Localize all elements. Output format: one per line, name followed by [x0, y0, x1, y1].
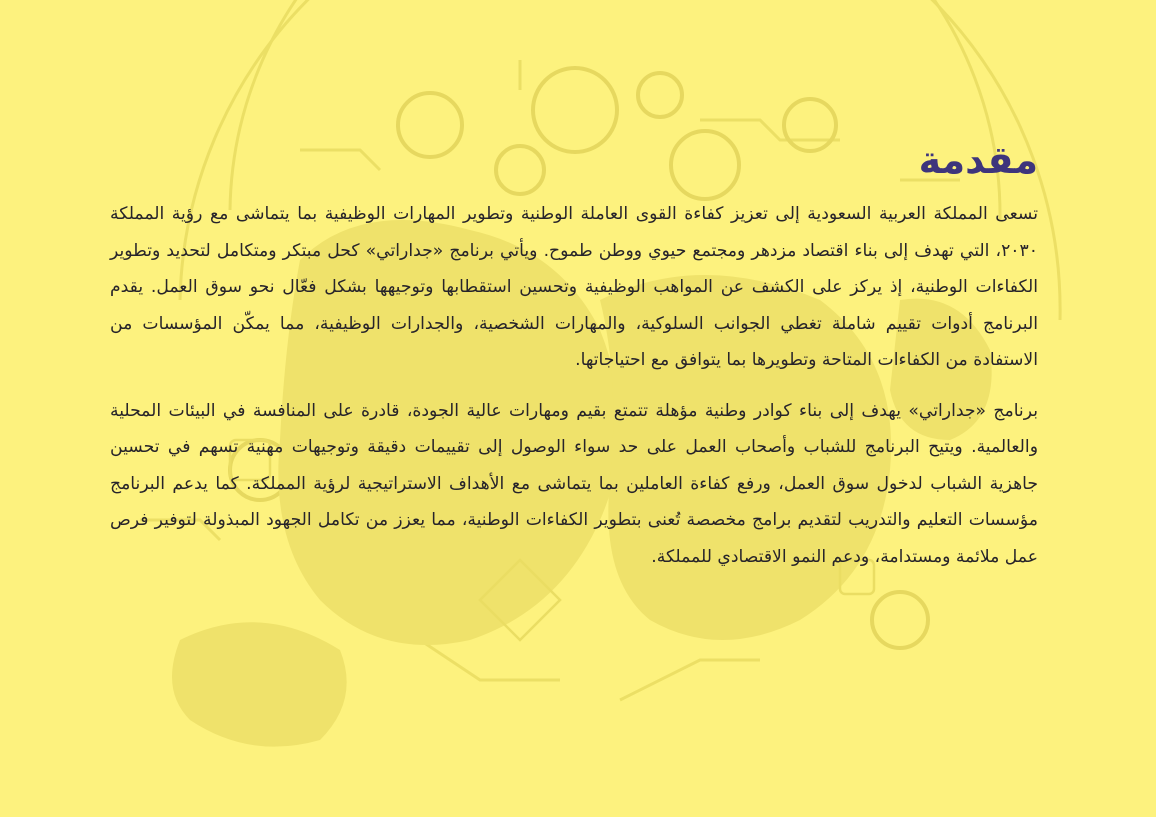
intro-section [110, 130, 1038, 575]
paragraph-2: برنامج «جداراتي» يهدف إلى بناء كوادر وطنية مؤهلة تتمتع بقيم ومهارات عالية الجودة، قادرة على المنافسة في البيئات المحلية والعالمية. ويتيح البرنامج للشباب وأصحاب العمل على حد سواء الوصول إلى تقييمات دقيقة وتوجيهات مهنية تسهم في تحسين جاهزية الشباب لدخول سوق العمل، ورفع كفاءة العاملين بما يتماشى مع الأهداف الاستراتيجية لرؤية المملكة. كما يدعم البرنامج مؤسسات التعليم والتدريب لتقديم برامج مخصصة تُعنى بتطوير الكفاءات الوطنية، مما يعزز من تكامل الجهود المبذولة لتوفير فرص عمل ملائمة ومستدامة، ودعم النمو الاقتصادي للمملكة. [110, 400, 1038, 567]
paragraph-1: تسعى المملكة العربية السعودية إلى تعزيز كفاءة القوى العاملة الوطنية وتطوير المهارات الوظيفية بما يتماشى مع رؤية المملكة ٢٠٣٠، التي تهدف إلى بناء اقتصاد مزدهر ومجتمع حيوي ووطن طموح. ويأتي برنامج «جداراتي» كحل مبتكر ومتكامل لتحديد وتطوير الكفاءات الوطنية، إذ يركز على الكشف عن المواهب الوظيفية وتحسين استقطابها وتوجيهها بشكل فعّال نحو سوق العمل. يقدم البرنامج أدوات تقييم شاملة تغطي الجوانب السلوكية، والمهارات الشخصية، والجدارات الوظيفية، مما يمكّن المؤسسات من الاستفادة من الكفاءات المتاحة وتطويرها بما يتوافق مع احتياجاتها. [110, 204, 1038, 370]
section-title: مقدمة [918, 138, 1038, 182]
